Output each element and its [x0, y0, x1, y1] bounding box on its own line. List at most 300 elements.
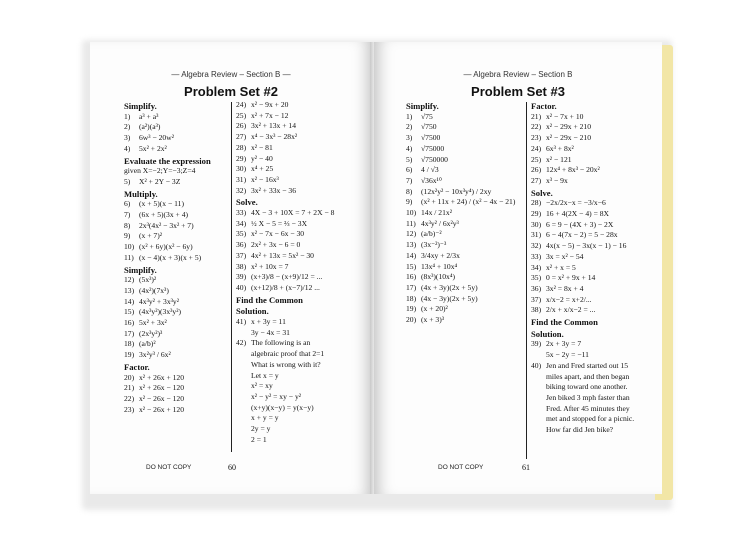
problem-text: X² + 2Y − 3Z — [139, 176, 181, 186]
problem-item — [236, 349, 368, 360]
problem-text: 13x⁴ + 10x⁴ — [421, 261, 458, 271]
problem-item — [124, 405, 234, 416]
problem-number: 3) — [124, 133, 131, 143]
problem-item — [531, 414, 659, 425]
running-header: — Algebra Review – Section B — — [171, 70, 291, 79]
problem-item — [406, 262, 524, 273]
problem-number: 38) — [531, 305, 542, 315]
problem-number: 19) — [124, 350, 135, 360]
problem-item — [531, 252, 659, 263]
problem-item — [124, 242, 234, 253]
problem-text: 3x = x² − 54 — [546, 251, 584, 261]
problem-number: 27) — [236, 132, 247, 142]
problem-item — [531, 198, 659, 209]
problem-text: x + y = y — [251, 413, 279, 423]
problem-text: 5x² + 3x² — [139, 318, 167, 328]
problem-item — [406, 197, 524, 208]
problem-number: 40) — [236, 282, 247, 292]
section-heading: Solution. — [531, 328, 564, 339]
problem-text: (x+y)(x−y) = y(x−y) — [251, 402, 314, 412]
section-heading: Solution. — [236, 306, 269, 317]
problem-text: (2x³y²)³ — [139, 328, 163, 338]
problem-text: 3x² + 33x − 36 — [251, 185, 297, 195]
problem-text: −2x/2x−x = −3/x−6 — [546, 198, 606, 208]
problem-number: 39) — [236, 272, 247, 282]
problem-item — [236, 175, 368, 186]
problem-column — [531, 100, 659, 436]
problem-text: x² − 81 — [251, 142, 273, 152]
problem-item — [406, 240, 524, 251]
problem-item — [124, 350, 234, 361]
problem-number: 9) — [406, 197, 413, 207]
problem-item — [531, 241, 659, 252]
problem-text: (x + 3)³ — [421, 315, 445, 325]
problem-text: (a/b)⁻² — [421, 229, 442, 239]
problem-item — [406, 315, 524, 326]
problem-text: 6 = 9 − (4X + 3) − 2X — [546, 219, 614, 229]
problem-item — [124, 112, 234, 123]
problem-set-title: Problem Set #2 — [184, 84, 278, 99]
problem-number: 8) — [406, 186, 413, 196]
page-number: 60 — [228, 463, 236, 472]
problem-number: 31) — [236, 174, 247, 184]
problem-text: The following is an — [251, 338, 311, 348]
problem-text: (x+12)/8 + (x−7)/12 ... — [251, 282, 320, 292]
problem-text: 4X − 3 + 10X = 7 + 2X − 8 — [251, 208, 335, 218]
problem-text: miles apart, and then began — [546, 371, 630, 381]
problem-text: 4x(x − 5) − 3x(x − 1) − 16 — [546, 241, 627, 251]
section-heading: Simplify. — [124, 101, 157, 111]
problem-text: 2x + 3y = 7 — [546, 339, 582, 349]
problem-text: x³ − 9x — [546, 175, 568, 185]
problem-number: 17) — [124, 328, 135, 338]
problem-item — [531, 305, 659, 316]
problem-text: (6x + 5)(3x + 4) — [139, 210, 189, 220]
problem-item — [531, 350, 659, 361]
problem-item — [531, 122, 659, 133]
problem-item — [406, 251, 524, 262]
problem-number: 7) — [124, 210, 131, 220]
problem-number: 30) — [531, 219, 542, 229]
problem-number: 41) — [236, 317, 247, 327]
problem-number: 5) — [406, 154, 413, 164]
problem-text: (a/b)² — [139, 339, 156, 349]
problem-number: 1) — [406, 111, 413, 121]
problem-number: 32) — [236, 185, 247, 195]
problem-number: 26) — [236, 121, 247, 131]
problem-text: 3x²y³ / 6x² — [139, 350, 171, 360]
problem-number: 15) — [406, 261, 417, 271]
section-heading: Multiply. — [124, 188, 158, 199]
problem-text: 5x² + 2x² — [139, 143, 167, 153]
problem-text: x² − 7x + 10 — [546, 111, 584, 121]
problem-text: √75 — [421, 111, 433, 121]
problem-text: x + 3y = 11 — [251, 317, 286, 327]
problem-item — [124, 383, 234, 394]
problem-item — [124, 177, 234, 188]
problem-text: (x − 4)(x + 3)(x + 5) — [139, 252, 202, 262]
problem-item — [531, 382, 659, 393]
problem-text: 4 / √3 — [421, 165, 439, 175]
problem-number: 32) — [531, 241, 542, 251]
problem-text: x² − 9x + 20 — [251, 100, 289, 109]
problem-number: 19) — [406, 304, 417, 314]
problem-item — [236, 262, 368, 273]
left-page — [90, 42, 372, 494]
problem-text: biking toward one another. — [546, 382, 628, 392]
problem-number: 28) — [236, 142, 247, 152]
problem-item — [124, 318, 234, 329]
problem-item — [531, 295, 659, 306]
problem-text: x² + x = 5 — [546, 262, 576, 272]
problem-number: 30) — [236, 164, 247, 174]
problem-text: 3/4xy + 2/3x — [421, 250, 460, 260]
problem-number: 34) — [531, 262, 542, 272]
problem-text: Let x = y — [251, 370, 279, 380]
problem-item — [236, 328, 368, 339]
problem-text: 0 = x² + 9x + 14 — [546, 273, 596, 283]
problem-number: 36) — [531, 283, 542, 293]
problem-item — [406, 112, 524, 123]
problem-item — [236, 381, 368, 392]
problem-text: 16 + 4(2X − 4) = 8X — [546, 209, 610, 219]
problem-number: 27) — [531, 175, 542, 185]
problem-number: 16) — [406, 272, 417, 282]
problem-item — [124, 394, 234, 405]
problem-item — [236, 154, 368, 165]
problem-number: 17) — [406, 282, 417, 292]
problem-number: 14) — [124, 296, 135, 306]
problem-number: 20) — [124, 372, 135, 382]
section-heading: Solve. — [531, 187, 553, 198]
problem-number: 6) — [406, 165, 413, 175]
problem-text: a³ + a³ — [139, 111, 159, 121]
problem-item — [236, 403, 368, 414]
problem-item — [124, 166, 234, 177]
column-divider — [526, 102, 527, 459]
problem-text: (x² + 11x + 24) / (x² − 4x − 21) — [421, 197, 516, 207]
problem-number: 11) — [406, 218, 416, 228]
problem-item — [124, 286, 234, 297]
problem-item — [236, 121, 368, 132]
right-page — [374, 42, 662, 494]
problem-item — [236, 186, 368, 197]
problem-text: 6 − 4(7x − 2) = 5 − 28x — [546, 230, 618, 240]
problem-text: What is wrong with it? — [251, 359, 321, 369]
problem-text: √750000 — [421, 154, 448, 164]
problem-text: (4x − 3y)(2x + 5y) — [421, 293, 478, 303]
problem-number: 8) — [124, 220, 131, 230]
problem-item — [236, 338, 368, 349]
problem-item — [531, 339, 659, 350]
problem-number: 40) — [531, 360, 542, 370]
problem-text: x² − 121 — [546, 154, 572, 164]
problem-text: (5x³)² — [139, 275, 157, 285]
problem-number: 26) — [531, 165, 542, 175]
problem-number: 2) — [406, 122, 413, 132]
problem-text: (4x³y²)(3x³y²) — [139, 307, 182, 317]
problem-item — [531, 425, 659, 436]
section-heading: Simplify. — [406, 101, 439, 111]
problem-text: x⁴ − 3x³ − 28x² — [251, 132, 298, 142]
problem-number: 20) — [406, 315, 417, 325]
problem-item — [406, 219, 524, 230]
problem-number: 23) — [531, 133, 542, 143]
problem-text: Jen biked 3 mph faster than — [546, 392, 630, 402]
problem-number: 18) — [406, 293, 417, 303]
problem-item — [236, 132, 368, 143]
problem-number: 12) — [406, 229, 417, 239]
problem-item — [406, 133, 524, 144]
problem-number: 13) — [124, 285, 135, 295]
problem-item — [124, 329, 234, 340]
problem-number: 39) — [531, 339, 542, 349]
problem-text: 6x³ + 8x² — [546, 143, 574, 153]
problem-item — [236, 143, 368, 154]
problem-column — [406, 100, 524, 326]
problem-number: 34) — [236, 218, 247, 228]
problem-item — [531, 372, 659, 383]
problem-number: 37) — [531, 294, 542, 304]
problem-text: Jen and Fred started out 15 — [546, 360, 629, 370]
problem-item — [406, 144, 524, 155]
problem-text: x/x−2 = x+2/... — [546, 294, 592, 304]
section-heading: Find the Common — [236, 294, 303, 305]
problem-item — [531, 230, 659, 241]
problem-text: (a²)(a³) — [139, 122, 161, 132]
problem-number: 21) — [531, 111, 542, 121]
problem-text: x² − 26x + 120 — [139, 404, 185, 414]
problem-text: √7500 — [421, 133, 441, 143]
problem-item — [406, 283, 524, 294]
problem-text: 3x² + 13x + 14 — [251, 121, 297, 131]
problem-text: (x+3)/8 − (x+9)/12 = ... — [251, 272, 323, 282]
problem-item — [124, 144, 234, 155]
footer-notice: DO NOT COPY — [146, 464, 192, 471]
problem-text: 4x² + 13x = 5x² − 30 — [251, 250, 314, 260]
problem-text: x² + 10x = 7 — [251, 261, 289, 271]
problem-number: 35) — [236, 229, 247, 239]
problem-number: 35) — [531, 273, 542, 283]
problem-number: 28) — [531, 198, 542, 208]
problem-item — [406, 304, 524, 315]
problem-number: 42) — [236, 338, 247, 348]
problem-item — [236, 371, 368, 382]
problem-item — [531, 165, 659, 176]
problem-item — [531, 155, 659, 166]
problem-number: 37) — [236, 250, 247, 260]
problem-number: 29) — [531, 209, 542, 219]
problem-item — [531, 112, 659, 123]
problem-item — [531, 263, 659, 274]
problem-text: x² − 29x + 210 — [546, 122, 592, 132]
problem-item — [124, 297, 234, 308]
problem-number: 33) — [531, 251, 542, 261]
problem-number: 18) — [124, 339, 135, 349]
problem-item — [124, 339, 234, 350]
problem-text: y² − 40 — [251, 153, 273, 163]
problem-text: Fred. After 45 minutes they — [546, 403, 630, 413]
problem-text: 2x³(4x² − 3x² + 7) — [139, 220, 194, 230]
problem-number: 11) — [124, 252, 134, 262]
problem-set-title: Problem Set #3 — [471, 84, 565, 99]
problem-item — [531, 220, 659, 231]
problem-number: 3) — [406, 133, 413, 143]
section-heading: Evaluate the expression — [124, 155, 211, 166]
problem-text: x² − 7x − 6x − 30 — [251, 229, 305, 239]
problem-text: x² + 7x − 12 — [251, 110, 289, 120]
problem-number: 33) — [236, 208, 247, 218]
problem-text: 2 = 1 — [251, 434, 267, 444]
problem-item — [236, 317, 368, 328]
problem-text: x² + 26x + 120 — [139, 372, 185, 382]
problem-item — [236, 219, 368, 230]
problem-text: √750 — [421, 122, 437, 132]
problem-text: 2y = y — [251, 424, 271, 434]
problem-item — [124, 199, 234, 210]
problem-text: (3x⁻²)⁻³ — [421, 240, 447, 250]
problem-item — [124, 253, 234, 264]
problem-item — [531, 273, 659, 284]
problem-item — [236, 111, 368, 122]
problem-item — [236, 435, 368, 446]
problem-text: (x² + 6y)(x² − 6y) — [139, 242, 193, 252]
problem-number: 24) — [531, 143, 542, 153]
problem-item — [236, 413, 368, 424]
problem-text: x² − 26x − 120 — [139, 393, 185, 403]
problem-text: (x + 7)² — [139, 231, 163, 241]
problem-item — [124, 221, 234, 232]
problem-item — [531, 144, 659, 155]
section-heading: Factor. — [124, 361, 150, 372]
problem-text: x² − 29x − 210 — [546, 133, 592, 143]
problem-text: 4x³y² / 6x²y³ — [421, 218, 459, 228]
problem-item — [124, 122, 234, 133]
problem-text: 3x² = 8x + 4 — [546, 283, 584, 293]
problem-item — [406, 155, 524, 166]
problem-column — [124, 100, 234, 415]
problem-item — [406, 229, 524, 240]
problem-text: 2x² + 3x − 6 = 0 — [251, 240, 301, 250]
problem-text: 3y − 4x = 31 — [251, 327, 290, 337]
problem-number: 10) — [124, 242, 135, 252]
problem-number: 14) — [406, 250, 417, 260]
problem-number: 7) — [406, 175, 413, 185]
problem-text: met and stopped for a picnic. — [546, 414, 635, 424]
problem-text: 5x − 2y = −11 — [546, 350, 589, 360]
problem-text: (4x²)(7x³) — [139, 285, 169, 295]
problem-number: 9) — [124, 231, 131, 241]
problem-number: 1) — [124, 111, 131, 121]
problem-text: x⁴ + 25 — [251, 164, 274, 174]
problem-number: 36) — [236, 240, 247, 250]
problem-text: (12x²y² − 10x³y⁴) / 2xy — [421, 186, 492, 196]
problem-item — [236, 283, 368, 294]
problem-number: 21) — [124, 383, 135, 393]
problem-number: 6) — [124, 199, 131, 209]
problem-item — [531, 404, 659, 415]
problem-item — [236, 424, 368, 435]
problem-number: 15) — [124, 307, 135, 317]
problem-number: 5) — [124, 176, 131, 186]
problem-text: given X=−2;Y=−3;Z=4 — [124, 166, 196, 176]
problem-number: 31) — [531, 230, 542, 240]
problem-number: 22) — [124, 393, 135, 403]
problem-number: 25) — [236, 110, 247, 120]
problem-number: 25) — [531, 154, 542, 164]
problem-text: How far did Jen bike? — [546, 425, 614, 435]
problem-item — [124, 373, 234, 384]
problem-number: 22) — [531, 122, 542, 132]
problem-text: 14x / 21x² — [421, 208, 452, 218]
column-divider — [231, 102, 232, 452]
footer-notice: DO NOT COPY — [438, 464, 484, 471]
problem-text: algebraic proof that 2=1 — [251, 349, 325, 359]
problem-number: 29) — [236, 153, 247, 163]
problem-item — [236, 100, 368, 111]
problem-text: 6w³ − 20w² — [139, 133, 174, 143]
problem-item — [124, 133, 234, 144]
problem-number: 38) — [236, 261, 247, 271]
problem-item — [531, 176, 659, 187]
problem-text: x² − 16x³ — [251, 174, 279, 184]
problem-number: 24) — [236, 100, 247, 109]
problem-number: 10) — [406, 208, 417, 218]
problem-item — [236, 208, 368, 219]
section-heading: Solve. — [236, 197, 258, 208]
problem-number: 4) — [406, 143, 413, 153]
problem-text: √75000 — [421, 143, 445, 153]
problem-item — [406, 187, 524, 198]
problem-text: ½ X − 5 = ⅔ − 3X — [251, 218, 308, 228]
problem-item — [236, 392, 368, 403]
problem-column — [236, 100, 368, 446]
problem-item — [236, 229, 368, 240]
problem-text: 2/x + x/x−2 = ... — [546, 305, 596, 315]
problem-number: 23) — [124, 404, 135, 414]
problem-item — [236, 164, 368, 175]
page-number: 61 — [522, 463, 530, 472]
problem-item — [406, 208, 524, 219]
problem-item — [531, 284, 659, 295]
problem-text: (x + 20)² — [421, 304, 448, 314]
problem-item — [236, 360, 368, 371]
problem-item — [406, 122, 524, 133]
problem-text: (x + 5)(x − 11) — [139, 199, 184, 209]
problem-text: √36x¹⁰ — [421, 175, 442, 185]
problem-text: (8x³)(10x⁴) — [421, 272, 456, 282]
problem-number: 2) — [124, 122, 131, 132]
problem-item — [531, 393, 659, 404]
problem-text: x² = xy — [251, 381, 273, 391]
problem-item — [236, 240, 368, 251]
problem-item — [531, 361, 659, 372]
problem-text: 12x⁴ + 8x³ − 20x² — [546, 165, 600, 175]
running-header: — Algebra Review – Section B — [463, 70, 573, 79]
problem-item — [406, 176, 524, 187]
problem-text: x² + 26x − 120 — [139, 383, 185, 393]
problem-item — [124, 231, 234, 242]
problem-item — [236, 251, 368, 262]
problem-text: 4x³y² + 3x³y² — [139, 296, 179, 306]
problem-number: 13) — [406, 240, 417, 250]
section-heading: Find the Common — [531, 317, 598, 328]
problem-item — [124, 275, 234, 286]
problem-item — [124, 210, 234, 221]
problem-item — [531, 209, 659, 220]
problem-number: 16) — [124, 318, 135, 328]
problem-text: (4x + 3y)(2x + 5y) — [421, 282, 478, 292]
